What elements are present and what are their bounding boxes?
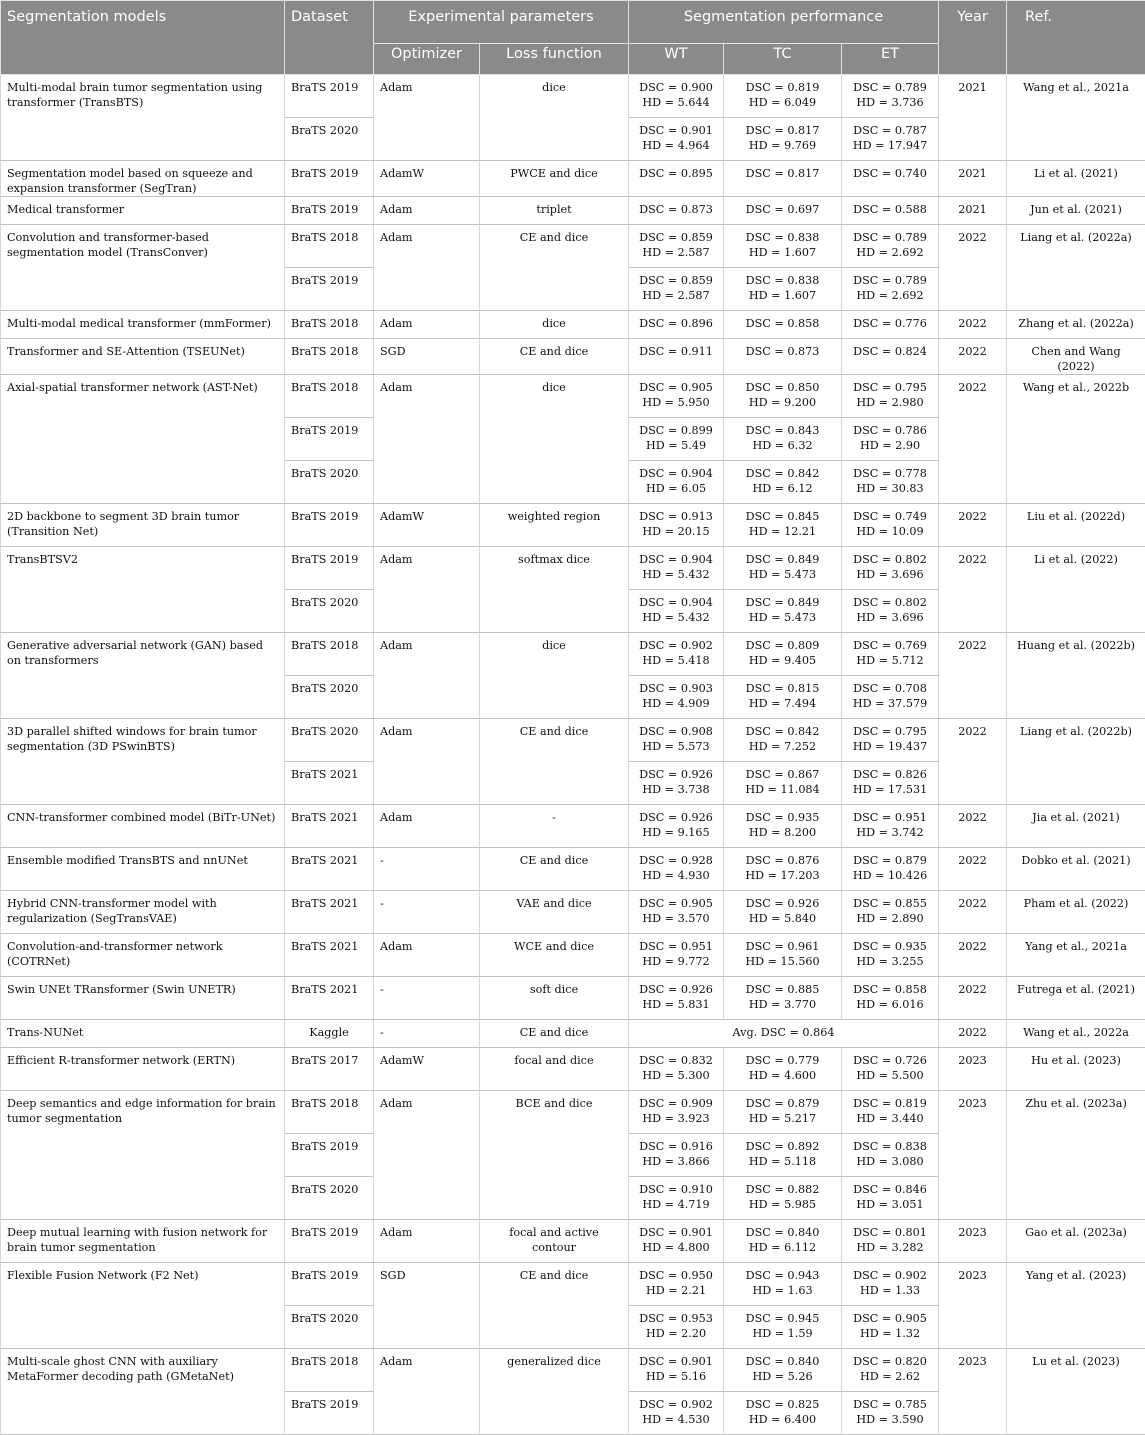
- table-row: [1, 311, 1145, 339]
- reference-cell: Jun et al. (2021): [1007, 197, 1145, 225]
- et-cell: DSC = 0.749 HD = 10.09: [842, 504, 939, 547]
- reference-cell: Zhang et al. (2022a): [1007, 311, 1145, 339]
- et-cell: DSC = 0.795 HD = 19.437: [842, 719, 939, 762]
- table-body: [1, 75, 1145, 1435]
- reference-cell: Zhu et al. (2023a): [1007, 1091, 1145, 1220]
- tc-cell: DSC = 0.845 HD = 12.21: [724, 504, 842, 547]
- dataset-cell: BraTS 2019: [285, 1134, 374, 1177]
- reference-cell: Liu et al. (2022d): [1007, 504, 1145, 547]
- header-et: ET: [842, 44, 939, 75]
- wt-cell: DSC = 0.911: [629, 339, 724, 375]
- wt-cell: DSC = 0.904 HD = 5.432: [629, 590, 724, 633]
- dataset-cell: BraTS 2020: [285, 118, 374, 161]
- year-cell: 2023: [939, 1263, 1007, 1349]
- tc-cell: DSC = 0.840 HD = 5.26: [724, 1349, 842, 1392]
- year-cell: 2022: [939, 633, 1007, 719]
- model-name-cell: 3D parallel shifted windows for brain tumor segmentation (3D PSwinBTS): [1, 719, 285, 805]
- model-name-cell: Ensemble modified TransBTS and nnUNet: [1, 848, 285, 891]
- tc-cell: DSC = 0.879 HD = 5.217: [724, 1091, 842, 1134]
- table-row: [1, 504, 1145, 547]
- wt-cell: DSC = 0.913 HD = 20.15: [629, 504, 724, 547]
- header-wt: WT: [629, 44, 724, 75]
- wt-cell: DSC = 0.926 HD = 5.831: [629, 977, 724, 1020]
- et-cell: DSC = 0.826 HD = 17.531: [842, 762, 939, 805]
- tc-cell: DSC = 0.809 HD = 9.405: [724, 633, 842, 676]
- table-row: [1, 719, 1145, 762]
- dataset-cell: BraTS 2019: [285, 547, 374, 590]
- tc-cell: DSC = 0.867 HD = 11.084: [724, 762, 842, 805]
- loss-function-cell: weighted region: [480, 504, 629, 547]
- tc-cell: DSC = 0.892 HD = 5.118: [724, 1134, 842, 1177]
- header-dataset: Dataset: [285, 1, 374, 75]
- year-cell: 2022: [939, 719, 1007, 805]
- tc-cell: DSC = 0.843 HD = 6.32: [724, 418, 842, 461]
- loss-function-cell: soft dice: [480, 977, 629, 1020]
- loss-function-cell: generalized dice: [480, 1349, 629, 1435]
- reference-cell: Li et al. (2022): [1007, 547, 1145, 633]
- loss-function-cell: dice: [480, 633, 629, 719]
- model-name-cell: Transformer and SE-Attention (TSEUNet): [1, 339, 285, 375]
- optimizer-cell: Adam: [374, 197, 480, 225]
- dataset-cell: BraTS 2021: [285, 934, 374, 977]
- optimizer-cell: Adam: [374, 934, 480, 977]
- tc-cell: DSC = 0.817: [724, 161, 842, 197]
- header-params: Experimental parameters: [374, 1, 629, 44]
- tc-cell: DSC = 0.961 HD = 15.560: [724, 934, 842, 977]
- tc-cell: DSC = 0.840 HD = 6.112: [724, 1220, 842, 1263]
- table-row: [1, 977, 1145, 1020]
- wt-cell: DSC = 0.905 HD = 5.950: [629, 375, 724, 418]
- header-tc: TC: [724, 44, 842, 75]
- dataset-cell: BraTS 2018: [285, 375, 374, 418]
- model-name-cell: TransBTSV2: [1, 547, 285, 633]
- loss-function-cell: WCE and dice: [480, 934, 629, 977]
- et-cell: DSC = 0.855 HD = 2.890: [842, 891, 939, 934]
- wt-cell: DSC = 0.916 HD = 3.866: [629, 1134, 724, 1177]
- loss-function-cell: VAE and dice: [480, 891, 629, 934]
- year-cell: 2022: [939, 547, 1007, 633]
- table-row: [1, 934, 1145, 977]
- tc-cell: DSC = 0.876 HD = 17.203: [724, 848, 842, 891]
- wt-cell: DSC = 0.909 HD = 3.923: [629, 1091, 724, 1134]
- year-cell: 2022: [939, 934, 1007, 977]
- reference-cell: Yang et al., 2021a: [1007, 934, 1145, 977]
- reference-cell: Liang et al. (2022a): [1007, 225, 1145, 311]
- header-ref: Ref.: [1007, 1, 1145, 75]
- reference-cell: Wang et al., 2022b: [1007, 375, 1145, 504]
- dataset-cell: BraTS 2020: [285, 676, 374, 719]
- loss-function-cell: CE and dice: [480, 1263, 629, 1349]
- table-row: [1, 375, 1145, 418]
- reference-cell: Gao et al. (2023a): [1007, 1220, 1145, 1263]
- tc-cell: DSC = 0.838 HD = 1.607: [724, 268, 842, 311]
- tc-cell: DSC = 0.935 HD = 8.200: [724, 805, 842, 848]
- wt-cell: DSC = 0.928 HD = 4.930: [629, 848, 724, 891]
- et-cell: DSC = 0.795 HD = 2.980: [842, 375, 939, 418]
- et-cell: DSC = 0.588: [842, 197, 939, 225]
- wt-cell: DSC = 0.901 HD = 4.800: [629, 1220, 724, 1263]
- optimizer-cell: Adam: [374, 1220, 480, 1263]
- year-cell: 2021: [939, 197, 1007, 225]
- table-row: [1, 225, 1145, 268]
- wt-cell: DSC = 0.950 HD = 2.21: [629, 1263, 724, 1306]
- loss-function-cell: dice: [480, 375, 629, 504]
- year-cell: 2022: [939, 848, 1007, 891]
- dataset-cell: BraTS 2020: [285, 461, 374, 504]
- year-cell: 2021: [939, 161, 1007, 197]
- reference-cell: Huang et al. (2022b): [1007, 633, 1145, 719]
- dataset-cell: BraTS 2019: [285, 197, 374, 225]
- dataset-cell: BraTS 2019: [285, 504, 374, 547]
- wt-cell: DSC = 0.902 HD = 4.530: [629, 1392, 724, 1435]
- optimizer-cell: Adam: [374, 225, 480, 311]
- dataset-cell: BraTS 2019: [285, 418, 374, 461]
- dataset-cell: Kaggle: [285, 1020, 374, 1048]
- table-row: [1, 891, 1145, 934]
- header-performance: Segmentation performance: [629, 1, 939, 44]
- et-cell: DSC = 0.786 HD = 2.90: [842, 418, 939, 461]
- loss-function-cell: CE and dice: [480, 339, 629, 375]
- model-name-cell: Multi-modal brain tumor segmentation using transformer (TransBTS): [1, 75, 285, 161]
- model-name-cell: Trans-NUNet: [1, 1020, 285, 1048]
- et-cell: DSC = 0.778 HD = 30.83: [842, 461, 939, 504]
- wt-cell: DSC = 0.903 HD = 4.909: [629, 676, 724, 719]
- wt-cell: DSC = 0.904 HD = 5.432: [629, 547, 724, 590]
- tc-cell: DSC = 0.926 HD = 5.840: [724, 891, 842, 934]
- table-row: [1, 547, 1145, 590]
- wt-cell: DSC = 0.901 HD = 5.16: [629, 1349, 724, 1392]
- dataset-cell: BraTS 2021: [285, 891, 374, 934]
- et-cell: DSC = 0.802 HD = 3.696: [842, 590, 939, 633]
- optimizer-cell: AdamW: [374, 1048, 480, 1091]
- year-cell: 2022: [939, 1020, 1007, 1048]
- loss-function-cell: CE and dice: [480, 225, 629, 311]
- reference-cell: Wang et al., 2022a: [1007, 1020, 1145, 1048]
- tc-cell: DSC = 0.858: [724, 311, 842, 339]
- tc-cell: DSC = 0.825 HD = 6.400: [724, 1392, 842, 1435]
- dataset-cell: BraTS 2019: [285, 161, 374, 197]
- et-cell: DSC = 0.785 HD = 3.590: [842, 1392, 939, 1435]
- reference-cell: Wang et al., 2021a: [1007, 75, 1145, 161]
- et-cell: DSC = 0.838 HD = 3.080: [842, 1134, 939, 1177]
- loss-function-cell: dice: [480, 311, 629, 339]
- year-cell: 2021: [939, 75, 1007, 161]
- et-cell: DSC = 0.726 HD = 5.500: [842, 1048, 939, 1091]
- table-row: [1, 197, 1145, 225]
- year-cell: 2022: [939, 225, 1007, 311]
- optimizer-cell: Adam: [374, 805, 480, 848]
- reference-cell: Lu et al. (2023): [1007, 1349, 1145, 1435]
- header-model: Segmentation models: [1, 1, 285, 75]
- performance-merged-cell: Avg. DSC = 0.864: [629, 1020, 939, 1048]
- reference-cell: Hu et al. (2023): [1007, 1048, 1145, 1091]
- et-cell: DSC = 0.769 HD = 5.712: [842, 633, 939, 676]
- loss-function-cell: dice: [480, 75, 629, 161]
- model-name-cell: Swin UNEt TRansformer (Swin UNETR): [1, 977, 285, 1020]
- table-row: [1, 339, 1145, 375]
- model-name-cell: Hybrid CNN-transformer model with regularization (SegTransVAE): [1, 891, 285, 934]
- optimizer-cell: Adam: [374, 311, 480, 339]
- dataset-cell: BraTS 2021: [285, 848, 374, 891]
- table-row: [1, 75, 1145, 118]
- header-optimizer: Optimizer: [374, 44, 480, 75]
- wt-cell: DSC = 0.859 HD = 2.587: [629, 268, 724, 311]
- wt-cell: DSC = 0.904 HD = 6.05: [629, 461, 724, 504]
- wt-cell: DSC = 0.905 HD = 3.570: [629, 891, 724, 934]
- wt-cell: DSC = 0.901 HD = 4.964: [629, 118, 724, 161]
- model-name-cell: Axial-spatial transformer network (AST-Net): [1, 375, 285, 504]
- year-cell: 2022: [939, 339, 1007, 375]
- wt-cell: DSC = 0.910 HD = 4.719: [629, 1177, 724, 1220]
- wt-cell: DSC = 0.900 HD = 5.644: [629, 75, 724, 118]
- year-cell: 2022: [939, 977, 1007, 1020]
- optimizer-cell: Adam: [374, 547, 480, 633]
- tc-cell: DSC = 0.815 HD = 7.494: [724, 676, 842, 719]
- tc-cell: DSC = 0.945 HD = 1.59: [724, 1306, 842, 1349]
- dataset-cell: BraTS 2018: [285, 225, 374, 268]
- dataset-cell: BraTS 2018: [285, 311, 374, 339]
- model-name-cell: Multi-modal medical transformer (mmFormer): [1, 311, 285, 339]
- tc-cell: DSC = 0.819 HD = 6.049: [724, 75, 842, 118]
- optimizer-cell: Adam: [374, 719, 480, 805]
- dataset-cell: BraTS 2021: [285, 805, 374, 848]
- optimizer-cell: Adam: [374, 633, 480, 719]
- reference-cell: Jia et al. (2021): [1007, 805, 1145, 848]
- optimizer-cell: -: [374, 848, 480, 891]
- model-name-cell: Segmentation model based on squeeze and expansion transformer (SegTran): [1, 161, 285, 197]
- tc-cell: DSC = 0.842 HD = 6.12: [724, 461, 842, 504]
- wt-cell: DSC = 0.832 HD = 5.300: [629, 1048, 724, 1091]
- optimizer-cell: Adam: [374, 75, 480, 161]
- et-cell: DSC = 0.789 HD = 3.736: [842, 75, 939, 118]
- table-row: [1, 161, 1145, 197]
- table-row: [1, 1349, 1145, 1392]
- reference-cell: Chen and Wang (2022): [1007, 339, 1145, 375]
- year-cell: 2022: [939, 805, 1007, 848]
- model-name-cell: Deep mutual learning with fusion network for brain tumor segmentation: [1, 1220, 285, 1263]
- loss-function-cell: focal and dice: [480, 1048, 629, 1091]
- optimizer-cell: SGD: [374, 339, 480, 375]
- tc-cell: DSC = 0.817 HD = 9.769: [724, 118, 842, 161]
- dataset-cell: BraTS 2019: [285, 75, 374, 118]
- table-row: [1, 805, 1145, 848]
- model-name-cell: Efficient R-transformer network (ERTN): [1, 1048, 285, 1091]
- year-cell: 2022: [939, 504, 1007, 547]
- et-cell: DSC = 0.905 HD = 1.32: [842, 1306, 939, 1349]
- optimizer-cell: Adam: [374, 375, 480, 504]
- model-name-cell: Convolution and transformer-based segmentation model (TransConver): [1, 225, 285, 311]
- optimizer-cell: AdamW: [374, 504, 480, 547]
- optimizer-cell: AdamW: [374, 161, 480, 197]
- dataset-cell: BraTS 2018: [285, 339, 374, 375]
- et-cell: DSC = 0.879 HD = 10.426: [842, 848, 939, 891]
- dataset-cell: BraTS 2020: [285, 1177, 374, 1220]
- optimizer-cell: -: [374, 977, 480, 1020]
- table-header: [1, 1, 1145, 75]
- reference-cell: Futrega et al. (2021): [1007, 977, 1145, 1020]
- et-cell: DSC = 0.820 HD = 2.62: [842, 1349, 939, 1392]
- tc-cell: DSC = 0.849 HD = 5.473: [724, 547, 842, 590]
- reference-cell: Yang et al. (2023): [1007, 1263, 1145, 1349]
- et-cell: DSC = 0.708 HD = 37.579: [842, 676, 939, 719]
- table-row: [1, 1263, 1145, 1306]
- tc-cell: DSC = 0.885 HD = 3.770: [724, 977, 842, 1020]
- wt-cell: DSC = 0.908 HD = 5.573: [629, 719, 724, 762]
- wt-cell: DSC = 0.953 HD = 2.20: [629, 1306, 724, 1349]
- wt-cell: DSC = 0.926 HD = 9.165: [629, 805, 724, 848]
- model-name-cell: Convolution-and-transformer network (COTRNet): [1, 934, 285, 977]
- et-cell: DSC = 0.902 HD = 1.33: [842, 1263, 939, 1306]
- loss-function-cell: CE and dice: [480, 1020, 629, 1048]
- model-name-cell: Deep semantics and edge information for brain tumor segmentation: [1, 1091, 285, 1220]
- table-row: [1, 633, 1145, 676]
- year-cell: 2023: [939, 1091, 1007, 1220]
- et-cell: DSC = 0.740: [842, 161, 939, 197]
- year-cell: 2023: [939, 1349, 1007, 1435]
- et-cell: DSC = 0.789 HD = 2.692: [842, 268, 939, 311]
- dataset-cell: BraTS 2018: [285, 633, 374, 676]
- model-name-cell: Flexible Fusion Network (F2 Net): [1, 1263, 285, 1349]
- et-cell: DSC = 0.824: [842, 339, 939, 375]
- tc-cell: DSC = 0.842 HD = 7.252: [724, 719, 842, 762]
- tc-cell: DSC = 0.779 HD = 4.600: [724, 1048, 842, 1091]
- optimizer-cell: -: [374, 891, 480, 934]
- table-row: [1, 1220, 1145, 1263]
- optimizer-cell: -: [374, 1020, 480, 1048]
- model-name-cell: Multi-scale ghost CNN with auxiliary MetaFormer decoding path (GMetaNet): [1, 1349, 285, 1435]
- optimizer-cell: SGD: [374, 1263, 480, 1349]
- dataset-cell: BraTS 2019: [285, 268, 374, 311]
- loss-function-cell: softmax dice: [480, 547, 629, 633]
- et-cell: DSC = 0.802 HD = 3.696: [842, 547, 939, 590]
- et-cell: DSC = 0.935 HD = 3.255: [842, 934, 939, 977]
- et-cell: DSC = 0.858 HD = 6.016: [842, 977, 939, 1020]
- et-cell: DSC = 0.951 HD = 3.742: [842, 805, 939, 848]
- wt-cell: DSC = 0.926 HD = 3.738: [629, 762, 724, 805]
- tc-cell: DSC = 0.943 HD = 1.63: [724, 1263, 842, 1306]
- loss-function-cell: focal and active contour: [480, 1220, 629, 1263]
- optimizer-cell: Adam: [374, 1349, 480, 1435]
- table-row: [1, 1091, 1145, 1134]
- loss-function-cell: triplet: [480, 197, 629, 225]
- table-row: [1, 1020, 1145, 1048]
- wt-cell: DSC = 0.895: [629, 161, 724, 197]
- dataset-cell: BraTS 2020: [285, 719, 374, 762]
- dataset-cell: BraTS 2020: [285, 590, 374, 633]
- loss-function-cell: -: [480, 805, 629, 848]
- wt-cell: DSC = 0.873: [629, 197, 724, 225]
- model-name-cell: 2D backbone to segment 3D brain tumor (Transition Net): [1, 504, 285, 547]
- optimizer-cell: Adam: [374, 1091, 480, 1220]
- year-cell: 2023: [939, 1220, 1007, 1263]
- reference-cell: Li et al. (2021): [1007, 161, 1145, 197]
- dataset-cell: BraTS 2019: [285, 1392, 374, 1435]
- dataset-cell: BraTS 2021: [285, 762, 374, 805]
- dataset-cell: BraTS 2018: [285, 1349, 374, 1392]
- tc-cell: DSC = 0.850 HD = 9.200: [724, 375, 842, 418]
- wt-cell: DSC = 0.896: [629, 311, 724, 339]
- year-cell: 2022: [939, 375, 1007, 504]
- tc-cell: DSC = 0.838 HD = 1.607: [724, 225, 842, 268]
- et-cell: DSC = 0.801 HD = 3.282: [842, 1220, 939, 1263]
- tc-cell: DSC = 0.882 HD = 5.985: [724, 1177, 842, 1220]
- loss-function-cell: CE and dice: [480, 719, 629, 805]
- reference-cell: Pham et al. (2022): [1007, 891, 1145, 934]
- year-cell: 2023: [939, 1048, 1007, 1091]
- reference-cell: Liang et al. (2022b): [1007, 719, 1145, 805]
- dataset-cell: BraTS 2021: [285, 977, 374, 1020]
- et-cell: DSC = 0.776: [842, 311, 939, 339]
- loss-function-cell: PWCE and dice: [480, 161, 629, 197]
- wt-cell: DSC = 0.951 HD = 9.772: [629, 934, 724, 977]
- tc-cell: DSC = 0.849 HD = 5.473: [724, 590, 842, 633]
- header-year: Year: [939, 1, 1007, 75]
- tc-cell: DSC = 0.697: [724, 197, 842, 225]
- dataset-cell: BraTS 2019: [285, 1220, 374, 1263]
- et-cell: DSC = 0.787 HD = 17.947: [842, 118, 939, 161]
- wt-cell: DSC = 0.899 HD = 5.49: [629, 418, 724, 461]
- loss-function-cell: BCE and dice: [480, 1091, 629, 1220]
- et-cell: DSC = 0.789 HD = 2.692: [842, 225, 939, 268]
- dataset-cell: BraTS 2020: [285, 1306, 374, 1349]
- table-row: [1, 1048, 1145, 1091]
- wt-cell: DSC = 0.859 HD = 2.587: [629, 225, 724, 268]
- loss-function-cell: CE and dice: [480, 848, 629, 891]
- dataset-cell: BraTS 2019: [285, 1263, 374, 1306]
- wt-cell: DSC = 0.902 HD = 5.418: [629, 633, 724, 676]
- model-name-cell: CNN-transformer combined model (BiTr-UNet): [1, 805, 285, 848]
- et-cell: DSC = 0.846 HD = 3.051: [842, 1177, 939, 1220]
- dataset-cell: BraTS 2018: [285, 1091, 374, 1134]
- tc-cell: DSC = 0.873: [724, 339, 842, 375]
- et-cell: DSC = 0.819 HD = 3.440: [842, 1091, 939, 1134]
- year-cell: 2022: [939, 891, 1007, 934]
- table-row: [1, 848, 1145, 891]
- year-cell: 2022: [939, 311, 1007, 339]
- model-name-cell: Medical transformer: [1, 197, 285, 225]
- model-name-cell: Generative adversarial network (GAN) based on transformers: [1, 633, 285, 719]
- dataset-cell: BraTS 2017: [285, 1048, 374, 1091]
- header-loss: Loss function: [480, 44, 629, 75]
- reference-cell: Dobko et al. (2021): [1007, 848, 1145, 891]
